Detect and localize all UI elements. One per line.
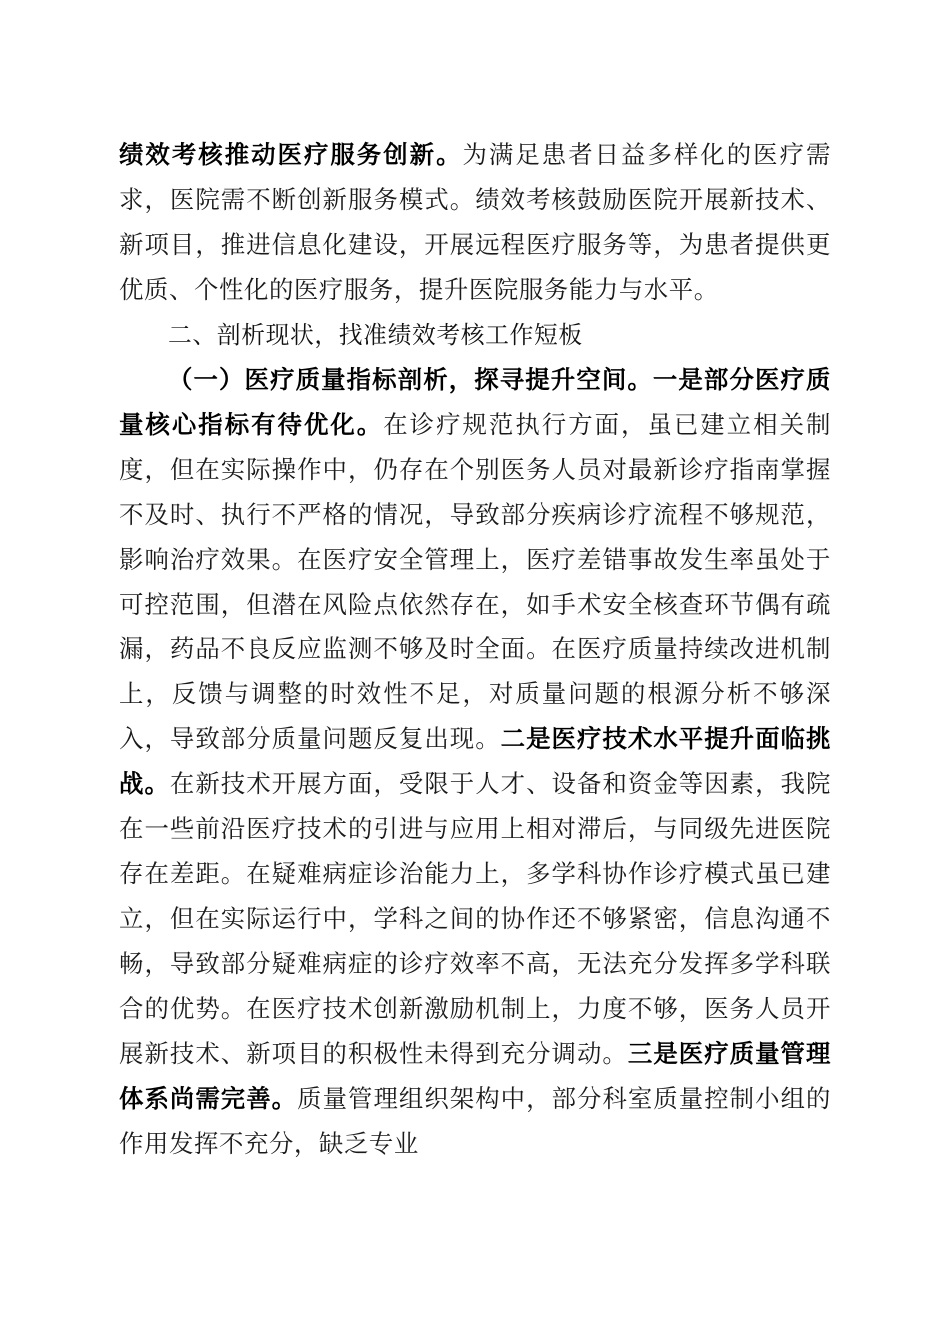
paragraph-text: 在诊疗规范执行方面，虽已建立相关制度，但在实际操作中，仍存在个别医务人员对最新诊疗指南掌握不及时、执行不严格的情况，导致部分疾病诊疗流程不够规范，影响治疗效果。在医疗安全管理上，医疗差错事故发生率虽处于可控范围，但潜在风险点依然存在，如手术安全核查环节偶有疏漏，药品不良反应监测不够及时全面。在医疗质量持续改进机制上，反馈与调整的时效性不足，对质量问题的根源分析不够深入，导致部分质量问题反复出现。 bbox=[119, 409, 831, 754]
section-heading: 二、剖析现状，找准绩效考核工作短板 bbox=[168, 320, 583, 349]
subsection-heading-bold: （一）医疗质量指标剖析，探寻提升空间。一是部分医疗质量核心指标有待优化。 bbox=[119, 364, 831, 439]
paragraph-text: 在新技术开展方面，受限于人才、设备和资金等因素，我院在一些前沿医疗技术的引进与应用上相对滞后，与同级先进医院存在差距。在疑难病症诊治能力上，多学科协作诊疗模式虽已建立，但在实际运行中，学科之间的协作还不够紧密，信息沟通不畅，导致部分疑难病症的诊疗效率不高，无法充分发挥多学科联合的优势。在医疗技术创新激励机制上，力度不够，医务人员开展新技术、新项目的积极性未得到充分调动。 bbox=[119, 769, 831, 1069]
point-three-bold: 三是医疗质量管理体系尚需完善。 bbox=[119, 1039, 831, 1114]
point-two-bold: 二是医疗技术水平提升面临挑战。 bbox=[119, 724, 831, 799]
paragraph-text: 为满足患者日益多样化的医疗需求，医院需不断创新服务模式。绩效考核鼓励医院开展新技术、新项目，推进信息化建设，开展远程医疗服务等，为患者提供更优质、个性化的医疗服务，提升医院服务能力与水平。 bbox=[119, 140, 831, 304]
paragraph-text: 质量管理组织架构中，部分科室质量控制小组的作用发挥不充分，缺乏专业 bbox=[119, 1084, 832, 1158]
paragraph-lead-bold: 绩效考核推动医疗服务创新。 bbox=[119, 140, 463, 169]
paragraph-service-innovation bbox=[119, 133, 831, 313]
document-body bbox=[119, 133, 831, 1167]
paragraph-quality-analysis bbox=[119, 358, 831, 1167]
